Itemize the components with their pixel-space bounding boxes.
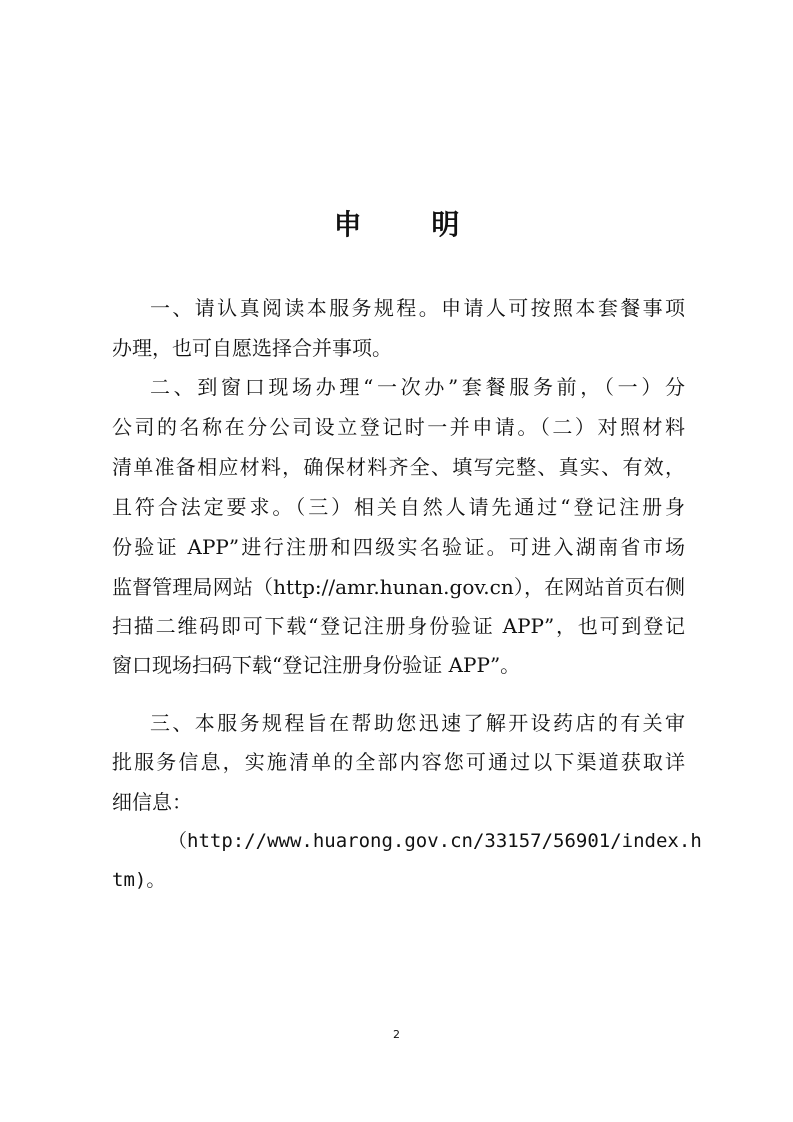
page-number: 2	[393, 1028, 400, 1041]
page-title: 申 明	[333, 208, 490, 241]
paragraph-2-line: 窗口现场扫码下载“登记注册身份验证 APP”。	[112, 653, 521, 677]
paragraph-2-line: 份验证 APP”进行注册和四级实名验证。可进入湖南省市场	[112, 535, 685, 559]
paragraph-1-line: 一、请认真阅读本服务规程。申请人可按照本套餐事项	[150, 296, 685, 320]
paragraph-3-line: 细信息：	[112, 790, 192, 814]
url-line: （http://www.huarong.gov.cn/33157/56901/index.h	[168, 830, 702, 852]
paragraph-2-line: 清单准备相应材料，确保材料齐全、填写完整、真实、有效，	[112, 455, 685, 479]
paragraph-3-line: 三、本服务规程旨在帮助您迅速了解开设药店的有关审	[150, 711, 685, 735]
paragraph-3-line: 批服务信息，实施清单的全部内容您可通过以下渠道获取详	[112, 750, 685, 774]
paragraph-2-line: 监督管理局网站（http://amr.hunan.gov.cn），在网站首页右侧	[112, 575, 685, 599]
paragraph-2-line: 扫描二维码即可下载“登记注册身份验证 APP”，也可到登记	[112, 614, 685, 638]
paragraph-1-line: 办理，也可自愿选择合并事项。	[112, 336, 392, 360]
url-line: tm)。	[112, 869, 166, 891]
paragraph-2-line: 公司的名称在分公司设立登记时一并申请。（二）对照材料	[112, 415, 685, 439]
paragraph-2-line: 二、到窗口现场办理“一次办”套餐服务前，（一）分	[150, 375, 685, 399]
paragraph-2-line: 且符合法定要求。（三）相关自然人请先通过“登记注册身	[112, 495, 685, 519]
